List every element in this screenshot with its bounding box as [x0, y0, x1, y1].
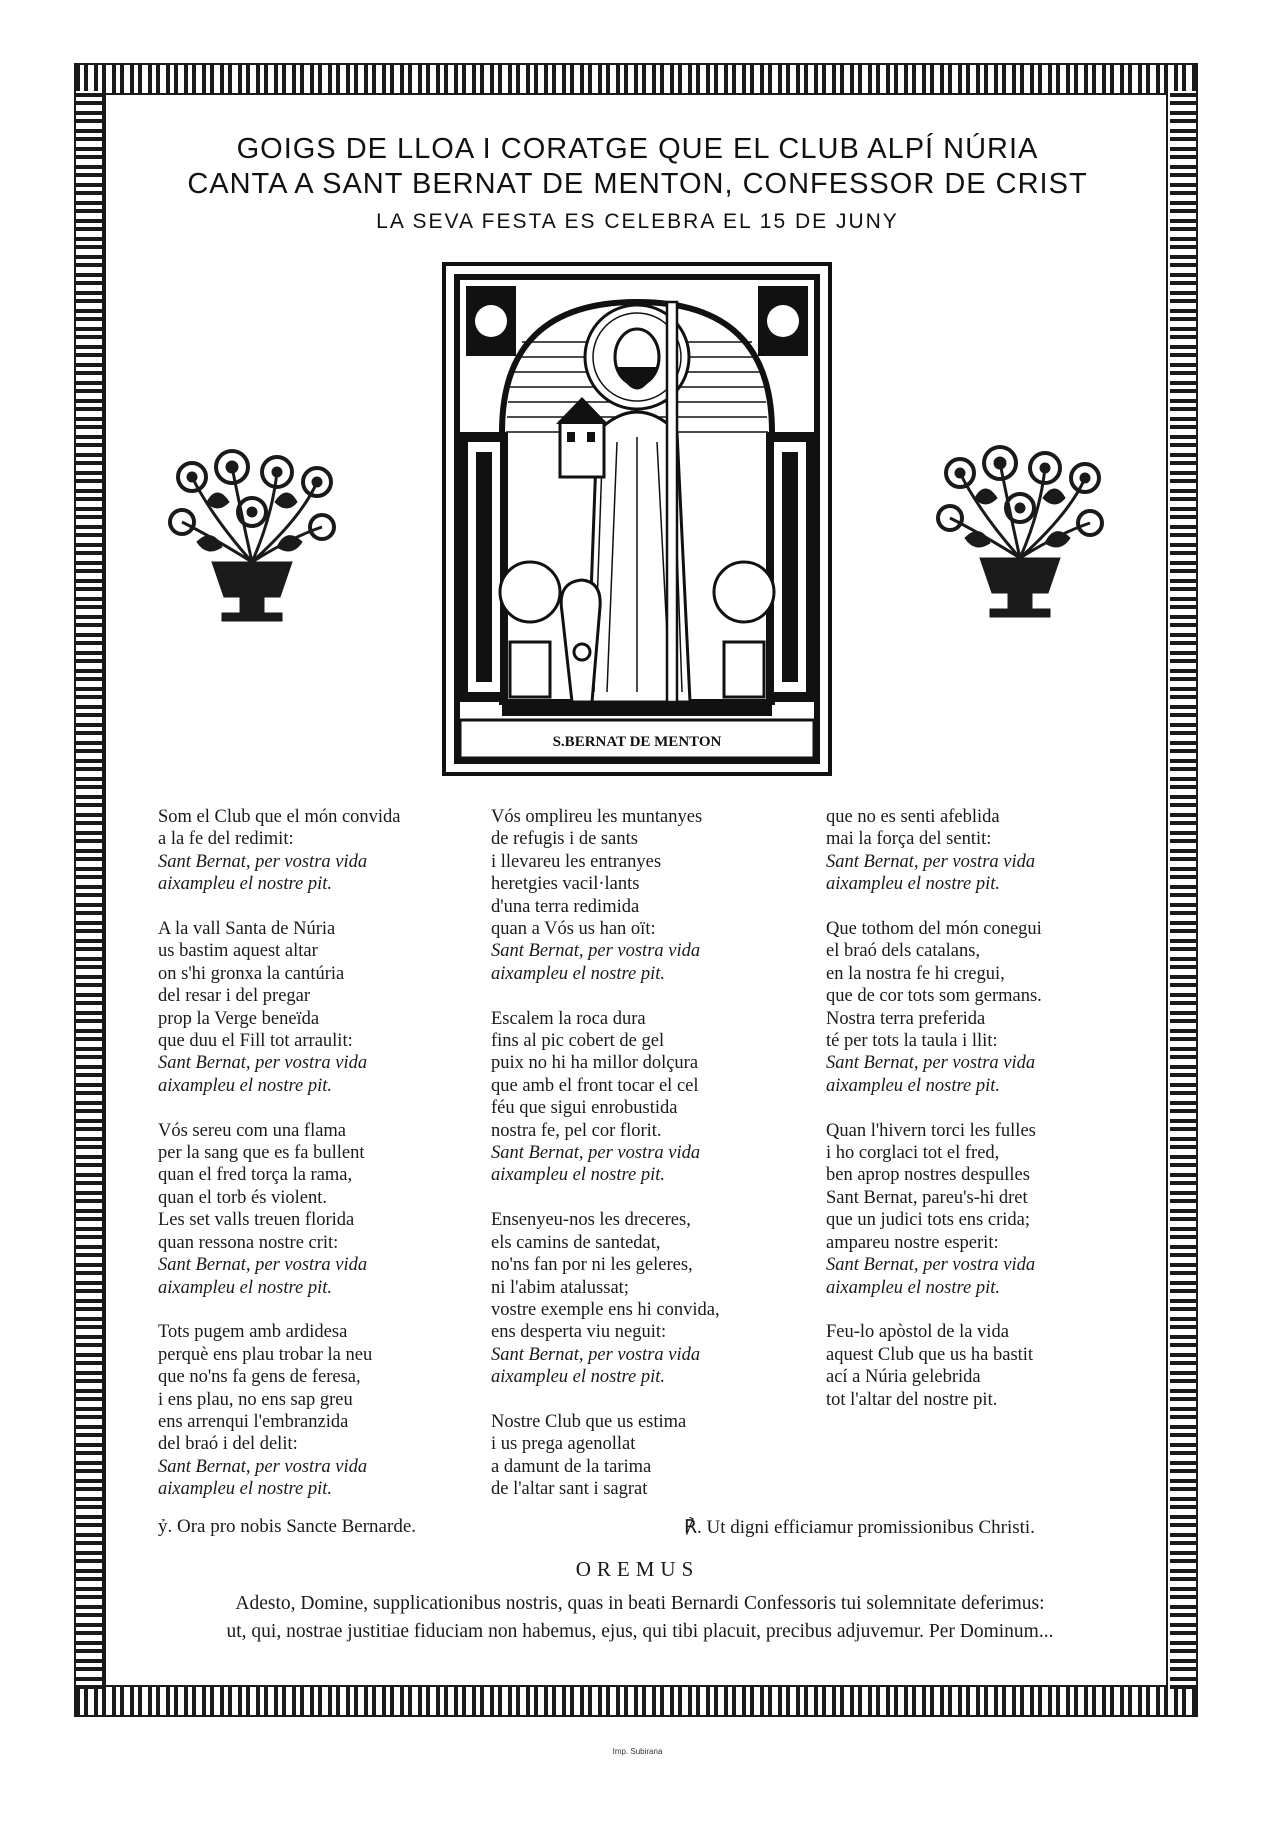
- refrain-line: Sant Bernat, per vostra vida: [158, 1255, 368, 1276]
- flower-vase-right-icon: [920, 433, 1120, 633]
- verse-line: i ens plau, no ens sap greu: [158, 1389, 353, 1410]
- verse-line: que no'ns fa gens de feresa,: [158, 1367, 361, 1388]
- verse-line: i llevareu les entranyes: [491, 851, 662, 872]
- verse-line: quan el torb és violent.: [158, 1187, 328, 1208]
- verse-line: Vós omplireu les muntanyes: [491, 807, 703, 827]
- verse-line: ampareu nostre esperit:: [826, 1232, 999, 1253]
- refrain-line: aixampleu el nostre pit.: [491, 1367, 666, 1388]
- refrain-line: Sant Bernat, per vostra vida: [158, 851, 368, 872]
- stanza-gap: [158, 1299, 401, 1321]
- verse-line: el braó dels catalans,: [826, 941, 981, 962]
- verse-line: nostra fe, pel cor florit.: [491, 1120, 662, 1141]
- stanza-gap: [826, 1097, 1042, 1119]
- response: ℟. Ut digni efficiamur promissionibus Christi.: [684, 1517, 1035, 1538]
- refrain-line: Sant Bernat, per vostra vida: [491, 941, 701, 962]
- verse-line: ni l'abim atalussat;: [491, 1277, 629, 1298]
- verse-line: us bastim aquest altar: [158, 941, 318, 962]
- verse-line: té per tots la taula i llit:: [826, 1031, 998, 1052]
- border-left: [76, 91, 102, 1689]
- stanza-gap: [491, 1389, 720, 1411]
- verse-line: quan a Vós us han oït:: [491, 919, 656, 940]
- verse-line: heretgies vacil·lants: [491, 874, 640, 895]
- verse-line: Som el Club que el món convida: [158, 807, 401, 827]
- verse-line: Tots pugem amb ardidesa: [158, 1322, 348, 1343]
- verse-line: ens desperta viu neguit:: [491, 1322, 667, 1343]
- verse-line: vostre exemple ens hi convida,: [491, 1299, 720, 1320]
- verse-line: aquest Club que us ha bastit: [826, 1344, 1034, 1365]
- verse-line: prop la Verge beneïda: [158, 1008, 320, 1029]
- refrain-line: aixampleu el nostre pit.: [826, 1075, 1001, 1096]
- printer-credit: Imp. Subirana: [612, 1747, 663, 1756]
- verses-column-2: [491, 806, 720, 1501]
- refrain-line: aixampleu el nostre pit.: [158, 1075, 333, 1096]
- verse-line: Nostre Club que us estima: [491, 1411, 687, 1432]
- verse-line: de refugis i de sants: [491, 829, 638, 850]
- title-line-2: CANTA A SANT BERNAT DE MENTON, CONFESSOR DE CRIST: [187, 168, 1088, 200]
- verse-line: mai la força del sentit:: [826, 829, 992, 850]
- stanza-gap: [158, 1097, 401, 1119]
- verse-line: Ensenyeu-nos les dreceres,: [491, 1210, 691, 1231]
- refrain-line: Sant Bernat, per vostra vida: [158, 1456, 368, 1477]
- image-caption: S.BERNAT DE MENTON: [552, 734, 722, 750]
- verse-line: i us prega agenollat: [491, 1434, 636, 1455]
- verse-line: i ho corglaci tot el fred,: [826, 1143, 1000, 1164]
- verse-line: que duu el Fill tot arraulit:: [158, 1031, 353, 1052]
- verse-line: de l'altar sant i sagrat: [491, 1479, 648, 1500]
- verse-line: els camins de santedat,: [491, 1232, 661, 1253]
- title-line-1: GOIGS DE LLOA I CORATGE QUE EL CLUB ALPÍ NÚRIA: [236, 133, 1039, 165]
- refrain-line: Sant Bernat, per vostra vida: [826, 1053, 1036, 1074]
- verses-column-3: [826, 806, 1042, 1411]
- oremus-heading: OREMUS: [575, 1557, 700, 1581]
- prayer-line-1: Adesto, Domine, supplicationibus nostris, quas in beati Bernardi Confessoris tui solemnitate deferimus:: [235, 1593, 1045, 1614]
- verse-line: del braó i del delit:: [158, 1434, 298, 1455]
- verse-line: Escalem la roca dura: [491, 1008, 646, 1029]
- stanza-gap: [826, 1299, 1042, 1321]
- verse-line: A la vall Santa de Núria: [158, 919, 336, 940]
- prayer-line-2: ut, qui, nostrae justitiae fiduciam non habemus, ejus, qui tibi placuit, precibus adjuvemur. Per Dominum...: [226, 1621, 1054, 1642]
- verse-line: Feu-lo apòstol de la vida: [826, 1322, 1009, 1343]
- verse-line: Que tothom del món conegui: [826, 919, 1042, 940]
- verse-line: d'una terra redimida: [491, 896, 640, 917]
- refrain-line: aixampleu el nostre pit.: [158, 1479, 333, 1500]
- refrain-line: Sant Bernat, per vostra vida: [491, 1143, 701, 1164]
- verse-line: Vós sereu com una flama: [158, 1120, 347, 1141]
- refrain-line: Sant Bernat, per vostra vida: [491, 1344, 701, 1365]
- verses-column-1: [158, 806, 401, 1501]
- verse-line: per la sang que es fa bullent: [158, 1143, 365, 1164]
- refrain-line: Sant Bernat, per vostra vida: [826, 1255, 1036, 1276]
- verse-line: que un judici tots ens crida;: [826, 1210, 1030, 1231]
- stanza-gap: [491, 1187, 720, 1209]
- refrain-line: aixampleu el nostre pit.: [491, 963, 666, 984]
- stanza-gap: [158, 896, 401, 918]
- verse-line: que de cor tots som germans.: [826, 986, 1042, 1007]
- verse-line: Les set valls treuen florida: [158, 1210, 355, 1231]
- verse-line: quan ressona nostre crit:: [158, 1232, 339, 1253]
- verse-line: tot l'altar del nostre pit.: [826, 1389, 998, 1410]
- verse-line: a damunt de la tarima: [491, 1456, 652, 1477]
- refrain-line: aixampleu el nostre pit.: [826, 874, 1001, 895]
- verse-line: a la fe del redimit:: [158, 829, 294, 850]
- refrain-line: Sant Bernat, per vostra vida: [826, 851, 1036, 872]
- stanza-gap: [491, 985, 720, 1007]
- verse-line: que no es senti afeblida: [826, 807, 1000, 827]
- refrain-line: aixampleu el nostre pit.: [158, 1277, 333, 1298]
- verse-line: Quan l'hivern torci les fulles: [826, 1120, 1036, 1141]
- verse-line: del resar i del pregar: [158, 986, 311, 1007]
- verse-line: Sant Bernat, pareu's-hi dret: [826, 1187, 1028, 1208]
- verse-line: ben aprop nostres despulles: [826, 1165, 1030, 1186]
- verse-line: féu que sigui enrobustida: [491, 1098, 678, 1119]
- versicle: ỷ. Ora pro nobis Sancte Bernarde.: [158, 1516, 417, 1537]
- refrain-line: aixampleu el nostre pit.: [826, 1277, 1001, 1298]
- verse-line: no'ns fan por ni les geleres,: [491, 1255, 693, 1276]
- border-right: [1170, 91, 1196, 1689]
- verse-line: quan el fred torça la rama,: [158, 1165, 353, 1186]
- refrain-line: aixampleu el nostre pit.: [158, 874, 333, 895]
- saint-bernard-woodcut: [442, 262, 832, 776]
- refrain-line: aixampleu el nostre pit.: [491, 1165, 666, 1186]
- verse-line: puix no hi ha millor dolçura: [491, 1053, 699, 1074]
- flower-vase-left-icon: [152, 437, 352, 637]
- stanza-gap: [826, 896, 1042, 918]
- verse-line: on s'hi gronxa la cantúria: [158, 963, 345, 984]
- refrain-line: Sant Bernat, per vostra vida: [158, 1053, 368, 1074]
- verse-line: en la nostra fe hi cregui,: [826, 963, 1005, 984]
- prayer-text: [150, 1590, 1130, 1646]
- verse-line: ací a Núria gelebrida: [826, 1367, 981, 1388]
- verse-line: perquè ens plau trobar la neu: [158, 1344, 373, 1365]
- verse-line: Nostra terra preferida: [826, 1008, 986, 1029]
- verse-line: ens arrenqui l'embranzida: [158, 1411, 349, 1432]
- verse-line: fins al pic cobert de gel: [491, 1031, 665, 1052]
- verse-line: que amb el front tocar el cel: [491, 1075, 699, 1096]
- subtitle: LA SEVA FESTA ES CELEBRA EL 15 DE JUNY: [376, 210, 899, 233]
